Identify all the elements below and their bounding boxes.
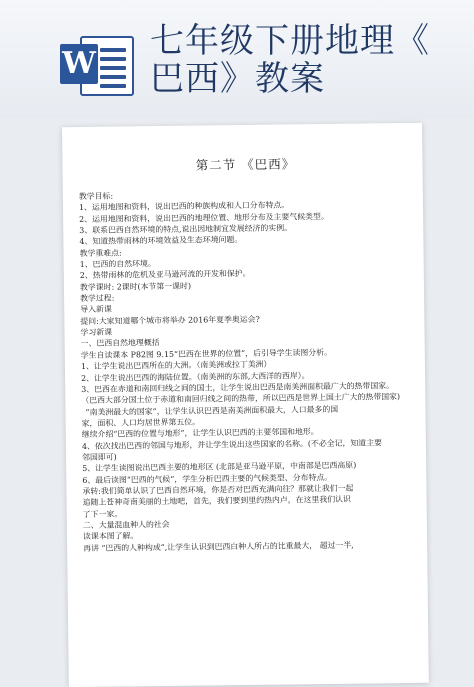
document-line: 1、运用地图和资料，说出巴西的种族构成和人口分布特点。 [78, 200, 290, 213]
document-line: 5、让学生读图说出巴西主要的地形区 (北部是亚马逊平原，中南部是巴西高原) [82, 460, 357, 474]
document-line: 2、运用地图和资料，说出巴西的地理位置、地形分布及主要气候类型。 [79, 211, 329, 224]
document-line: “南美洲最大的国家”，让学生认识巴西是南美洲面积最大，人口最多的国 [85, 404, 339, 417]
page-title-line-1: 七年级下册地理《 [150, 21, 430, 61]
page-title-line-2: 巴西》教案 [150, 59, 325, 99]
document-body [78, 153, 417, 554]
document-line: 提问:大家知道哪个城市将举办 2016年夏季奥运会? [80, 314, 260, 326]
document-line: 再讲 “巴西的人种构成”,让学生认识到巴西白种人所占的比重最大， 超过一半, [83, 540, 354, 553]
document-line: 承转:我们简单认识了巴西自然环境，你是否对巴西充满向往？那就让我们一起 [82, 483, 354, 496]
document-line: 一、巴西自然地理概括 [80, 338, 160, 349]
document-line: 4、依次找出巴西的邻国与地形，并让学生说出这些国家的名称。(不必全记，知道主要 [81, 437, 383, 451]
document-line: 二、大量混血种人的社会 [82, 519, 170, 530]
document-title: 第二节 《巴西》 [195, 156, 296, 173]
document-line: 3、巴西在赤道和南回归线之间的国土，让学生说出巴西是南美洲面积最广大的热带国家。 [81, 381, 395, 394]
word-document-icon [60, 32, 132, 96]
page-title [150, 22, 470, 98]
document-line: 读课本图了解。 [82, 531, 139, 542]
document-line: （巴西大部分国土位于赤道和南回归线之间的热带，所以巴西是世界上国土广大的热带国家) [81, 392, 401, 406]
document-line: 教学过程: [80, 293, 115, 304]
document-line: 6、最后读图“巴西的气候”，学生分析巴西主要的气候类型、分布特点。 [82, 472, 333, 485]
document-line: 了下一家。 [82, 509, 123, 519]
document-page [62, 123, 429, 687]
document-line: 2、热带雨林的危机及亚马逊河流的开发和保护。 [79, 269, 251, 281]
document-line: 家，面积、人口均居世界第五位。 [81, 417, 201, 428]
document-line: 学生自读课本 P82图 9.15“巴西在世界的位置”，后引导学生读图分析。 [80, 347, 333, 360]
document-line: 教学重难点: [79, 248, 122, 258]
header-banner [0, 0, 474, 118]
document-line: 继续介绍“巴西的位置与地形”，让学生认识巴西的主要邻国和地形。 [81, 427, 319, 440]
document-line: 邻国即可) [81, 452, 117, 462]
document-line: 1、让学生说出巴西所在的大洲。（南美洲或拉丁美洲） [80, 359, 272, 372]
document-line: 1、巴西的自然环境。 [79, 259, 156, 270]
document-line: 4、知道热带雨林的环境效益及生态环境问题。 [79, 235, 243, 247]
document-line: 教学课时: 2课时(本节第一课时) [79, 281, 192, 292]
document-line: 导入新课 [80, 305, 112, 315]
document-line: 学习新课 [80, 327, 113, 338]
document-line: 追随上苍神奇南美丽的土地吧，首先，我们要到里约热内卢，在这里我们认识 [82, 494, 351, 508]
document-line: 3、联系巴西自然环境的特点,说出因地制宜发展经济的实例。 [79, 223, 293, 236]
document-line: 2、让学生说出巴西的海陆位置。（南美洲的东部,大西洋的西岸）。 [81, 370, 310, 383]
logo-letter: W [60, 44, 98, 84]
document-line: 教学目标: [78, 191, 114, 201]
